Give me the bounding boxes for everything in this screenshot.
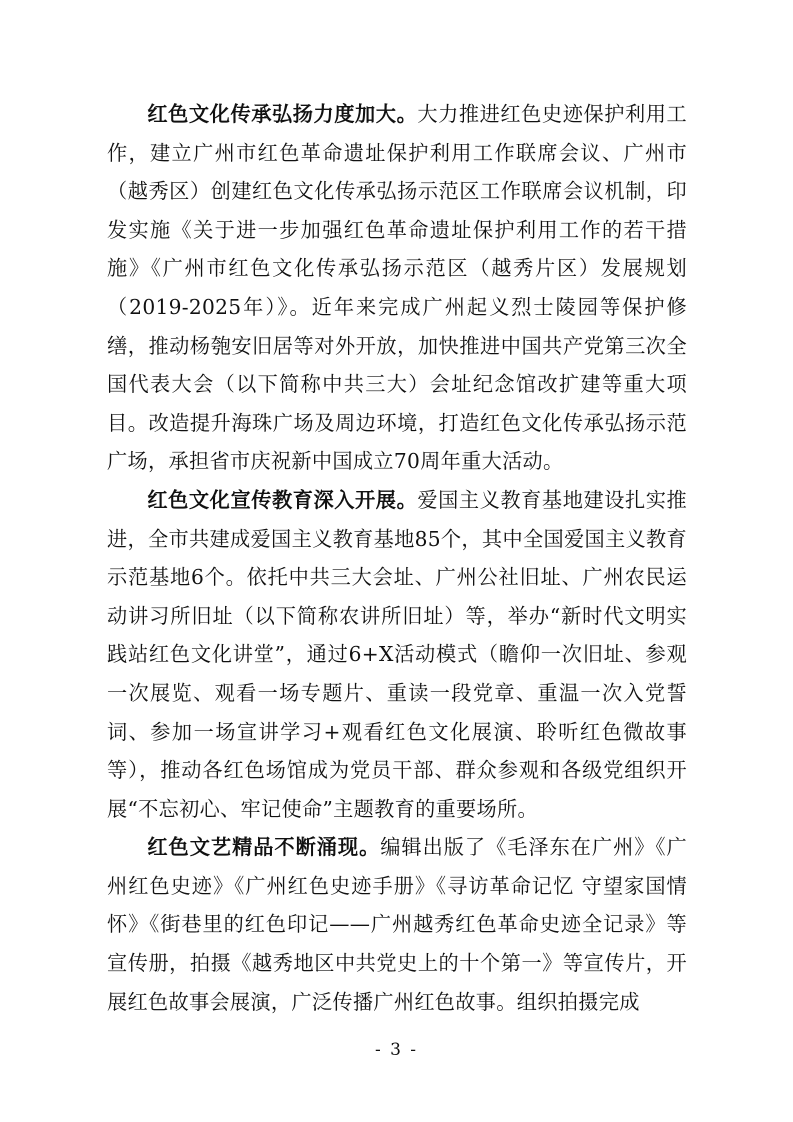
paragraph-red-culture-arts	[107, 828, 687, 1021]
paragraph-heading: 红色文化宣传教育深入开展。	[147, 487, 418, 512]
paragraph-heading: 红色文化传承弘扬力度加大。	[147, 102, 418, 126]
paragraph-red-culture-education	[107, 481, 687, 828]
paragraph-body: 编辑出版了《毛泽东在广州》《广州红色史迹》《广州红色史迹手册》《寻访革命记忆 守望家国情怀》《街巷里的红色印记——广州越秀红色革命史迹全记录》等宣传册，拍摄《越秀地区中共党史上的十个第一》等宣传片，开展红色故事会展演，广泛传播广州红色故事。组织拍摄完成	[107, 835, 687, 1014]
paragraph-red-culture-heritage	[107, 95, 687, 481]
page-number: - 3 -	[374, 1040, 419, 1060]
paragraph-body: 大力推进红色史迹保护利用工作，建立广州市红色革命遗址保护利用工作联席会议、广州市（越秀区）创建红色文化传承弘扬示范区工作联席会议机制，印发实施《关于进一步加强红色革命遗址保护利用工作的若干措施》《广州市红色文化传承弘扬示范区（越秀片区）发展规划（2019-2025年）》。近年来完成广州起义烈士陵园等保护修缮，推动杨匏安旧居等对外开放，加快推进中国共产党第三次全国代表大会（以下简称中共三大）会址纪念馆改扩建等重大项目。改造提升海珠广场及周边环境，打造红色文化传承弘扬示范广场，承担省市庆祝新中国成立70周年重大活动。	[107, 102, 688, 474]
paragraph-heading: 红色文艺精品不断涌现。	[147, 835, 381, 860]
body-text	[107, 95, 687, 1021]
paragraph-body: 爱国主义教育基地建设扎实推进，全市共建成爱国主义教育基地85个，其中全国爱国主义教育示范基地6个。依托中共三大会址、广州公社旧址、广州农民运动讲习所旧址（以下简称农讲所旧址）等，举办“新时代文明实践站红色文化讲堂”，通过6+X活动模式（瞻仰一次旧址、参观一次展览、观看一场专题片、重读一段党章、重温一次入党誓词、参加一场宣讲学习+观看红色文化展演、聆听红色微故事等），推动各红色场馆成为党员干部、群众参观和各级党组织开展“不忘初心、牢记使命”主题教育的重要场所。	[107, 487, 688, 821]
